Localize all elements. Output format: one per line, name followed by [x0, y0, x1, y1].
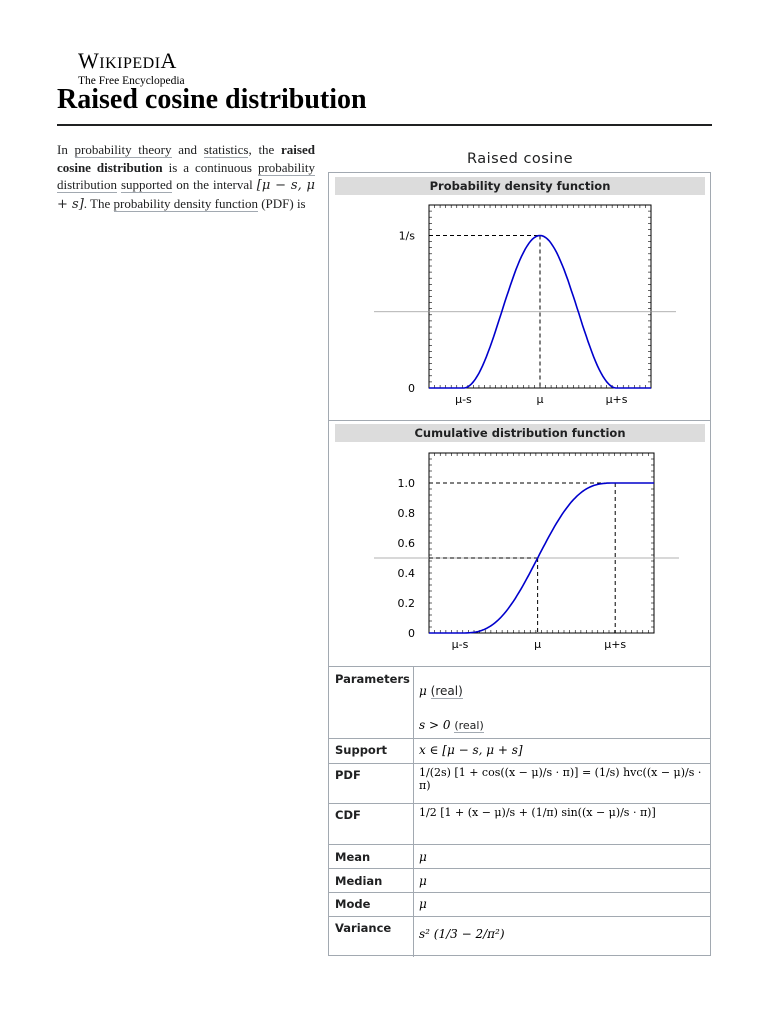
x-tick-label: μ	[536, 393, 544, 406]
intro-text: (PDF) is	[257, 195, 306, 211]
tagline: The Free Encyclopedia	[78, 75, 185, 87]
y-tick-label: 0.8	[397, 507, 415, 520]
infobox-caption: Raised cosine	[467, 151, 573, 167]
y-tick-label: 1.0	[397, 477, 415, 490]
infobox	[328, 146, 712, 956]
row-divider	[329, 844, 711, 845]
x-tick-label: μ-s	[455, 393, 472, 406]
cdf-chart[interactable]	[359, 451, 684, 663]
wordmark: WIKIPEDIA	[78, 48, 177, 73]
title-divider	[57, 124, 712, 126]
label-parameters: Parameters	[335, 672, 410, 686]
link-real[interactable]: (real)	[454, 719, 484, 732]
cdf-header: Cumulative distribution function	[335, 424, 705, 442]
x-tick-label: μ+s	[605, 393, 628, 406]
link-real[interactable]: (real)	[430, 684, 463, 698]
link-supported[interactable]: supported	[120, 177, 173, 192]
bold-term: raised cosine distribution	[57, 142, 315, 175]
link-probability-distribution[interactable]: probability distribution	[57, 159, 315, 192]
y-tick-label: 1/s	[398, 229, 415, 243]
interval-formula: [μ − s, μ + s]	[57, 178, 316, 212]
label-median: Median	[335, 874, 383, 888]
pdf-formula: 1/(2s) [1 + cos((x − μ)/s · π)] = (1/s) hvc((x − μ)/s · π)	[419, 766, 702, 792]
row-divider	[329, 666, 711, 667]
pdf-header: Probability density function	[335, 177, 705, 195]
link-statistics[interactable]: statistics	[203, 142, 249, 157]
label-mean: Mean	[335, 850, 371, 864]
plot-frame	[429, 205, 651, 388]
y-tick-label: 0	[408, 627, 415, 640]
plot-frame	[429, 453, 654, 633]
intro-text: on the interval	[172, 177, 257, 192]
row-divider	[329, 803, 711, 804]
row-divider	[329, 916, 711, 917]
link-pdf[interactable]: probability density function	[113, 195, 258, 211]
variance-formula: s² (1/3 − 2/π²)	[419, 927, 505, 941]
x-tick-label: μ+s	[604, 638, 627, 651]
pdf-chart[interactable]	[359, 203, 684, 418]
y-tick-label: 0.4	[397, 567, 415, 580]
label-variance: Variance	[335, 921, 392, 935]
row-divider	[329, 420, 711, 421]
infobox-frame	[328, 172, 711, 956]
intro-text: , the	[248, 142, 282, 157]
y-tick-label: 0.6	[397, 537, 415, 550]
median-value: μ	[419, 874, 427, 888]
x-tick-label: μ	[534, 638, 542, 651]
row-divider	[329, 868, 711, 869]
intro-text: . The	[83, 195, 114, 211]
y-tick-label: 0.2	[397, 597, 415, 610]
row-divider	[329, 892, 711, 893]
wikipedia-logo[interactable]	[78, 50, 185, 88]
intro-text: In	[57, 142, 75, 157]
row-divider	[329, 738, 711, 739]
intro-paragraph	[57, 141, 315, 213]
y-tick-label: 0	[408, 382, 415, 395]
row-divider	[329, 763, 711, 764]
column-divider	[413, 666, 414, 957]
intro-text: and	[171, 142, 204, 157]
label-support: Support	[335, 743, 388, 757]
param-mu	[419, 684, 463, 698]
page-title: Raised cosine distribution	[57, 84, 367, 115]
cdf-formula: 1/2 [1 + (x − μ)/s + (1/π) sin((x − μ)/s · π)]	[419, 806, 656, 819]
mode-value: μ	[419, 897, 427, 911]
label-cdf: CDF	[335, 808, 361, 822]
intro-text: is a continuous	[162, 159, 258, 175]
label-mode: Mode	[335, 897, 371, 911]
mean-value: μ	[419, 850, 427, 864]
support-value: x ∈ [μ − s, μ + s]	[419, 743, 523, 757]
link-probability-theory[interactable]: probability theory	[74, 142, 172, 157]
param-s	[419, 718, 484, 732]
mu-symbol: μ	[419, 684, 427, 698]
label-pdf: PDF	[335, 768, 361, 782]
x-tick-label: μ-s	[451, 638, 469, 651]
s-constraint: s > 0	[419, 718, 451, 732]
